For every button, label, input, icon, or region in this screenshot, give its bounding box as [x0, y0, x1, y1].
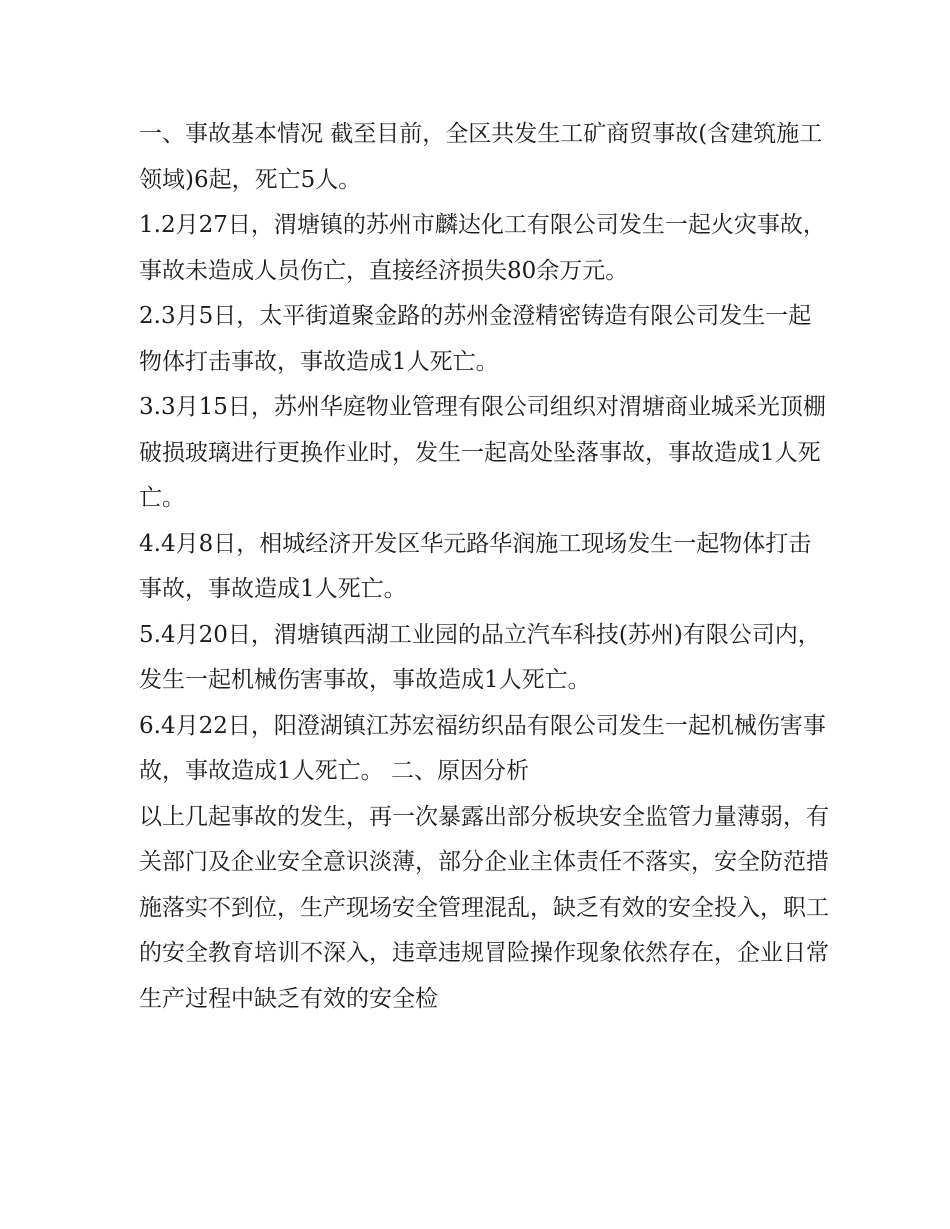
incident-item-1: 1.2月27日，渭塘镇的苏州市麟达化工有限公司发生一起火灾事故，事故未造成人员伤亡，直接经济损失80余万元。 [139, 212, 826, 284]
incident-item-2: 2.3月5日，太平街道聚金路的苏州金澄精密铸造有限公司发生一起物体打击事故，事故造成1人死亡。 [139, 303, 812, 375]
cause-analysis-paragraph: 以上几起事故的发生，再一次暴露出部分板块安全监管力量薄弱，有关部门及企业安全意识淡薄，部分企业主体责任不落实，安全防范措施落实不到位，生产现场安全管理混乱，缺乏有效的安全投入，职工的安全教育培训不深入，违章违规冒险操作现象依然存在，企业日常生产过程中缺乏有效的安全检 [139, 803, 829, 1012]
incident-item-6: 6.4月22日，阳澄湖镇江苏宏福纺织品有限公司发生一起机械伤害事故，事故造成1人死亡。 二、原因分析 [139, 712, 826, 784]
document-body [139, 112, 829, 1022]
incident-item-4: 4.4月8日，相城经济开发区华元路华润施工现场发生一起物体打击事故，事故造成1人死亡。 [139, 530, 812, 602]
incident-item-5: 5.4月20日，渭塘镇西湖工业园的品立汽车科技(苏州)有限公司内，发生一起机械伤害事故，事故造成1人死亡。 [139, 621, 821, 693]
incident-item-3: 3.3月15日，苏州华庭物业管理有限公司组织对渭塘商业城采光顶棚破损玻璃进行更换作业时，发生一起高处坠落事故，事故造成1人死亡。 [139, 394, 826, 511]
section-heading-paragraph: 一、事故基本情况 截至目前，全区共发生工矿商贸事故(含建筑施工领域)6起，死亡5人。 [139, 121, 823, 193]
